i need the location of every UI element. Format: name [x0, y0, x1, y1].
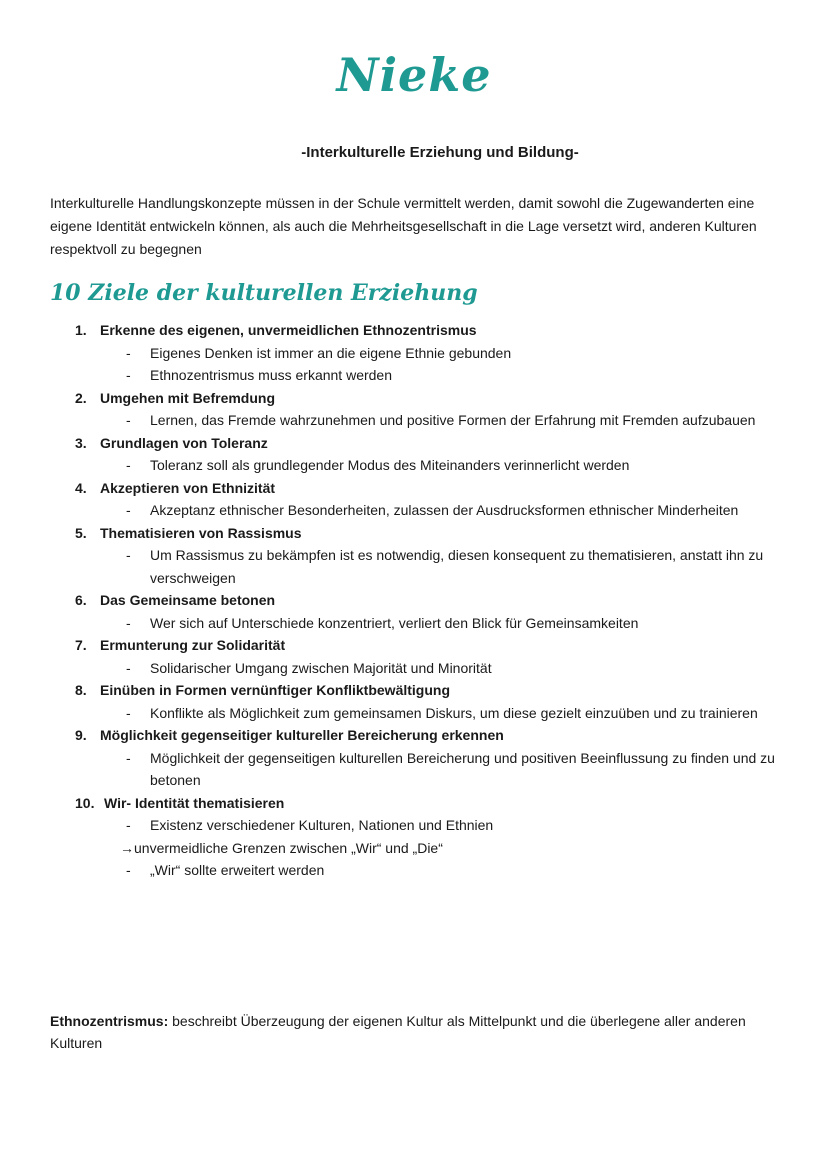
goal-bullet: - Solidarischer Umgang zwischen Majorität und Minorität — [50, 657, 790, 680]
goal-title: 10. Wir- Identität thematisieren — [50, 792, 790, 815]
section-heading: 10 Ziele der kulturellen Erziehung — [50, 280, 478, 306]
goal-number: 2. — [75, 389, 87, 406]
goal-title: 1. Erkenne des eigenen, unvermeidlichen Ethnozentrismus — [50, 319, 790, 342]
goal-bullet: - Lernen, das Fremde wahrzunehmen und positive Formen der Erfahrung mit Fremden aufzubauen — [50, 409, 790, 432]
goal-item — [50, 319, 790, 387]
goal-item — [50, 522, 790, 590]
goal-bullet: - Akzeptanz ethnischer Besonderheiten, zulassen der Ausdrucksformen ethnischer Minderheiten — [50, 499, 790, 522]
goal-item — [50, 724, 790, 792]
goal-number: 10. — [75, 794, 95, 811]
goal-item — [50, 792, 790, 882]
definition-text: beschreibt Überzeugung der eigenen Kultur als Mittelpunkt und die überlegene aller anderen Kulturen — [50, 1013, 746, 1051]
goal-item — [50, 432, 790, 477]
goal-bullet: - Existenz verschiedener Kulturen, Nationen und Ethnien — [50, 814, 790, 837]
goal-title: 9. Möglichkeit gegenseitiger kultureller Bereicherung erkennen — [50, 724, 790, 747]
dash-marker: - — [126, 502, 131, 518]
dash-marker: - — [126, 659, 131, 676]
goal-bullet: - Wer sich auf Unterschiede konzentriert, verliert den Blick für Gemeinsamkeiten — [50, 612, 790, 635]
goal-item — [50, 679, 790, 724]
goal-bullet: - Eigenes Denken ist immer an die eigene Ethnie gebunden — [50, 342, 790, 365]
goal-bullet: - Um Rassismus zu bekämpfen ist es notwendig, diesen konsequent zu thematisieren, anstatt ihn zu verschweigen — [50, 544, 790, 589]
goal-number: 4. — [75, 479, 87, 496]
goal-title: 8. Einüben in Formen vernünftiger Konfliktbewältigung — [50, 679, 790, 702]
goal-number: 9. — [75, 727, 87, 743]
goal-bullet: - Möglichkeit der gegenseitigen kulturellen Bereicherung und positiven Beeinflussung zu finden und zu betonen — [50, 747, 790, 792]
goal-item — [50, 589, 790, 634]
dash-marker: - — [126, 704, 131, 721]
goal-number: 7. — [75, 637, 87, 653]
logo-nieke: Nieke — [336, 48, 492, 102]
goal-item — [50, 477, 790, 522]
goal-item — [50, 634, 790, 679]
goal-bullet: - „Wir“ sollte erweitert werden — [50, 859, 790, 882]
goal-number: 6. — [75, 592, 87, 608]
dash-marker: - — [126, 614, 131, 631]
dash-marker: - — [126, 547, 131, 563]
page-title: -Interkulturelle Erziehung und Bildung- — [301, 144, 579, 161]
goal-title: 6. Das Gemeinsame betonen — [50, 589, 790, 612]
goal-bullet: - Ethnozentrismus muss erkannt werden — [50, 364, 790, 387]
goal-title: 5. Thematisieren von Rassismus — [50, 522, 790, 545]
dash-marker: - — [126, 412, 131, 428]
dash-marker: - — [126, 749, 131, 766]
goal-bullet: - Toleranz soll als grundlegender Modus des Miteinanders verinnerlicht werden — [50, 454, 790, 477]
goal-number: 1. — [75, 322, 87, 338]
goal-bullet: - Konflikte als Möglichkeit zum gemeinsamen Diskurs, um diese gezielt einzuüben und zu trainieren — [50, 702, 790, 725]
dash-marker: - — [126, 862, 131, 878]
goal-number: 5. — [75, 524, 87, 541]
goal-title: 2. Umgehen mit Befremdung — [50, 387, 790, 410]
intro-paragraph: Interkulturelle Handlungskonzepte müssen in der Schule vermittelt werden, damit sowohl die Zugewanderten eine eigene Identität entwickeln können, als auch die Mehrheitsgesellschaft in die Lage versetzt wird, anderen Kulturen respektvoll zu begegnen — [50, 195, 757, 257]
goal-title: 7. Ermunterung zur Solidarität — [50, 634, 790, 657]
goals-list — [50, 319, 790, 882]
goal-number: 3. — [75, 434, 87, 451]
goal-note: →unvermeidliche Grenzen zwischen „Wir“ und „Die“ — [120, 839, 443, 856]
definition-term: Ethnozentrismus: — [50, 1013, 169, 1029]
goal-title: 4. Akzeptieren von Ethnizität — [50, 477, 790, 500]
dash-marker: - — [126, 817, 131, 833]
goal-item — [50, 387, 790, 432]
definition-paragraph — [50, 1010, 770, 1054]
goal-number: 8. — [75, 682, 87, 698]
dash-marker: - — [126, 344, 131, 361]
dash-marker: - — [126, 457, 131, 473]
goal-title: 3. Grundlagen von Toleranz — [50, 432, 790, 455]
dash-marker: - — [126, 367, 131, 383]
